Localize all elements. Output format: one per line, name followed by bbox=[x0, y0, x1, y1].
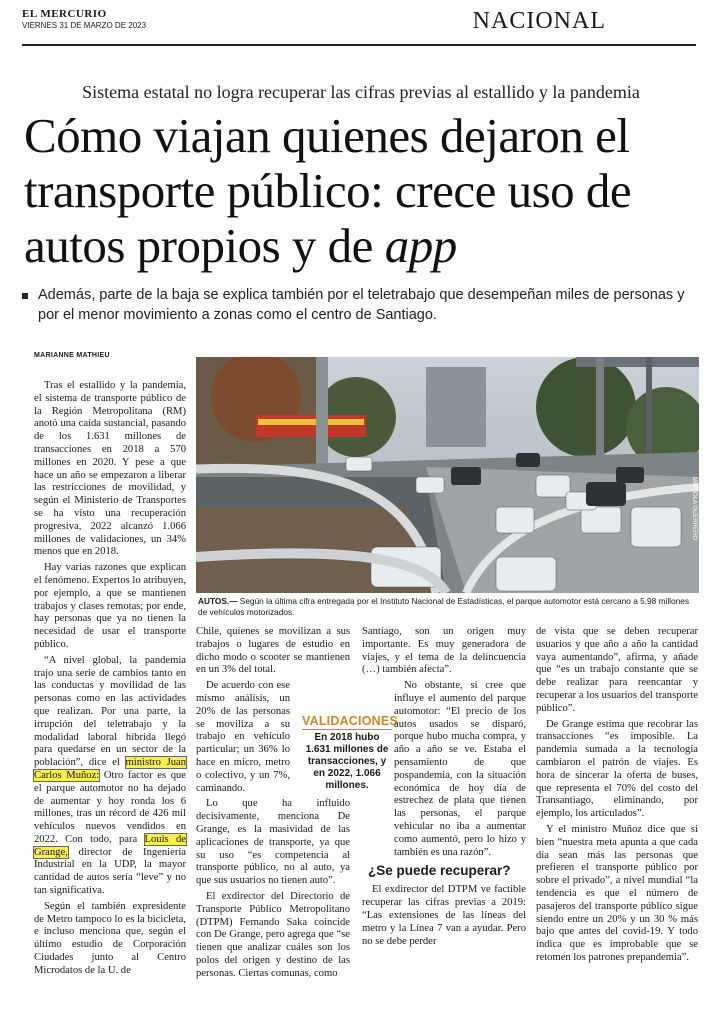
highlighted-name: ministro Juan Carlos Muñoz: bbox=[34, 757, 186, 781]
issue-date: VIERNES 31 DE MARZO DE 2023 bbox=[22, 21, 147, 30]
paragraph: De acuerdo con ese mismo análisis, un 20% de las personas se moviliza a su trabajo en vehículo particular; un 36% lo hace en micro, metro o colectivo, y un 7%, caminando. bbox=[196, 680, 290, 794]
paragraph: Hay varias razones que explican el fenómeno. Expertos lo atribuyen, por ejemplo, a que se mantienen trabajos y clases remotas; por ende, hay personas que ya no tienen la necesidad de usar el transporte público. bbox=[34, 562, 186, 650]
paragraph: Tras el estallido y la pandemia, el sistema de transporte público de la Región Metropolitana (RM) anotó una caída sustancial, pasando de los 1.631 millones de transacciones en 2018 a 570 millones en 2020. Y pese a que hace un año se empezaron a liberar las restricciones de movilidad, y según el Ministerio de Transportes se ha visto una recuperación progresiva, 2022 alcanzó 1.066 millones de validaciones, un 34% menos que en 2018. bbox=[34, 380, 186, 558]
section-title: NACIONAL bbox=[472, 8, 606, 34]
masthead-rule bbox=[22, 44, 696, 46]
paragraph: Y el ministro Muñoz dice que si bien “nuestra meta apunta a que cada día sean más las personas que prefieren el transporte público por sobre el privado”, a nivel mundial “la tendencia es que el número de pasajeros del transporte público sigue siendo entre un 20% y un 30 % más bajo que antes del covid-19. Y todo indica que es improbable que se retomen los patrones prepandemia”. bbox=[536, 823, 698, 963]
headline-italic: app bbox=[384, 218, 457, 273]
headline-text: Cómo viajan quienes dejaron el transporte público: crece uso de autos propios y de bbox=[24, 108, 632, 273]
paragraph: De Grange estima que recobrar las transacciones “es imposible. La pandemia sumada a la tecnología cambiaron el patrón de viajes. Es hora de sincerar la oferta de buses, que representa el 70% del costo del Transantiago, eliminando, por ejemplo, los articulados”. bbox=[536, 718, 698, 820]
headline bbox=[24, 108, 704, 273]
highway-photo bbox=[196, 357, 699, 593]
highway-illustration bbox=[196, 357, 699, 593]
text-run: “A nivel global, la pandemia trajo una serie de cambios tanto en las conductas y movilidad de las personas como en las actividades que realizan. Por una parte, la irrupción del teletrabajo y la modalidad laboral híbrida llegó para quedarse en un sector de la población”, dice el bbox=[34, 654, 186, 769]
byline: MARIANNE MATHIEU bbox=[34, 352, 110, 359]
paragraph: Lo que ha influido decisivamente, menciona De Grange, es la masividad de las aplicaciones de transporte, ya que su uso “es competencia al transporte público, no al auto, ya que sus usuarios no tienen auto”. bbox=[196, 798, 350, 887]
column-2 bbox=[196, 626, 350, 984]
paragraph: El exdirector del DTPM ve factible recuperar las cifras previas a 2019: “Las extensiones de las líneas del metro y la Línea 7 van a ayudar. Pero no se debe perder bbox=[362, 884, 526, 947]
text-run: director de Ingeniería Industrial en la UDP, la mayor cantidad de autos sería “leve” y no tan significativa. bbox=[34, 846, 186, 897]
column-1 bbox=[34, 380, 186, 981]
box-text: En 2018 hubo 1.631 millones de transacciones, y en 2022, 1.066 millones. bbox=[305, 732, 389, 791]
caption-label: AUTOS.— bbox=[198, 596, 238, 606]
photo-credit: MARIOLA GUERRERO bbox=[691, 477, 697, 541]
column-3 bbox=[362, 626, 526, 951]
paragraph: Santiago, son un origen muy importante. Es muy generadora de viajes, y el tema de la delincuencia (…) también afecta”. bbox=[362, 626, 526, 676]
paragraph: Chile, quienes se movilizan a sus trabajos o lugares de estudio en dicho modo o scooter se mantienen en un 3% del total. bbox=[196, 626, 350, 676]
masthead bbox=[22, 8, 696, 46]
column-4 bbox=[536, 626, 698, 968]
caption-text: Según la última cifra entregada por el Instituto Nacional de Estadísticas, el parque automotor está cercano a 5,98 millones de vehículos motorizados. bbox=[198, 596, 690, 617]
lead-paragraph: Además, parte de la baja se explica también por el teletrabajo que desempeñan miles de personas y por el menor movimiento a zonas como el centro de Santiago. bbox=[38, 287, 685, 323]
box-title: VALIDACIONES bbox=[302, 714, 398, 728]
paragraph bbox=[34, 655, 186, 898]
lead-square-icon bbox=[22, 293, 28, 299]
photo-caption bbox=[198, 596, 698, 618]
paragraph: Según el también expresidente de Metro tampoco lo es la bicicleta, e incluso menciona que, según el último estudio de Corporación Ciudades junto al Centro Microdatos de la U. de bbox=[34, 900, 186, 976]
paragraph: No obstante, sí cree que influye el aumento del parque automotor: “El precio de los autos usados se disparó, porque hubo mucha compra, y año a año se ve. Estaba el pensamiento de que pospandemia, con la situación económica de hoy día de estrechez de plata que tienen las personas, el parque vehicular no iba a aumentar como aumentó, pero lo hizo y también es una razón”. bbox=[394, 680, 526, 858]
paragraph: de vista que se deben recuperar usuarios y que año a año la cantidad vaya aumentando”, afirma, y añade que “es un trabajo constante que se debe realizar para reencantar y recuperar a los usuarios del transporte público”. bbox=[536, 626, 698, 714]
highlighted-name: Louis de Grange, bbox=[34, 833, 186, 858]
newspaper-name: EL MERCURIO bbox=[22, 8, 107, 20]
kicker: Sistema estatal no logra recuperar las cifras previas al estallido y la pandemia bbox=[82, 82, 640, 102]
subheading: ¿Se puede recuperar? bbox=[368, 863, 511, 879]
text-run: Otro factor es que el parque automotor no ha dejado de aumentar y hoy ronda los 6 millones, tras un récord de 426 mil vehículos nuevos vendidos en 2022. Con todo, para bbox=[34, 769, 186, 845]
paragraph: El exdirector del Directorio de Transporte Público Metropolitano (DTPM) Fernando Saka coincide con De Grange, pero agrega que “se tienen que analizar cuáles son los polos del origen y destino de las personas. Ciertas comunas, como bbox=[196, 890, 350, 979]
